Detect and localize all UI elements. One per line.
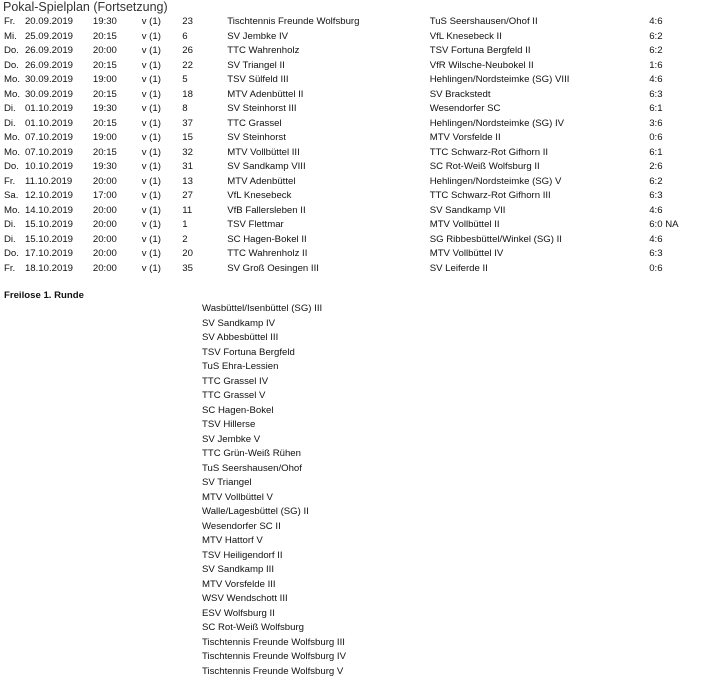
fixture-row [4, 30, 704, 45]
fixture-home-team: TSV Sülfeld III [227, 73, 429, 88]
fixture-time: 19:30 [93, 15, 142, 30]
fixture-round: v (1) [142, 44, 183, 59]
fixture-number: 23 [182, 15, 227, 30]
fixtures-body [4, 15, 704, 276]
fixture-row [4, 131, 704, 146]
fixture-day: Mi. [4, 30, 25, 45]
fixture-round: v (1) [142, 117, 183, 132]
fixture-date: 15.10.2019 [25, 233, 93, 248]
fixture-date: 20.09.2019 [25, 15, 93, 30]
fixture-home-team: SC Hagen-Bokel II [227, 233, 429, 248]
fixture-home-team: TSV Flettmar [227, 218, 429, 233]
fixture-time: 20:00 [93, 218, 142, 233]
fixture-away-team: VfL Knesebeck II [430, 30, 650, 45]
fixture-day: Di. [4, 218, 25, 233]
bye-team: Tischtennis Freunde Wolfsburg V [202, 665, 346, 679]
fixture-date: 14.10.2019 [25, 204, 93, 219]
fixture-number: 27 [182, 189, 227, 204]
fixture-time: 20:15 [93, 59, 142, 74]
fixture-away-team: TSV Fortuna Bergfeld II [430, 44, 650, 59]
fixture-day: Do. [4, 247, 25, 262]
bye-team-list [202, 302, 346, 679]
fixture-score: 6:0 NA [649, 218, 704, 233]
fixture-time: 19:00 [93, 131, 142, 146]
fixture-score: 4:6 [649, 73, 704, 88]
fixture-round: v (1) [142, 262, 183, 277]
fixture-day: Sa. [4, 189, 25, 204]
fixture-time: 17:00 [93, 189, 142, 204]
fixture-number: 26 [182, 44, 227, 59]
bye-team: TTC Grün-Weiß Rühen [202, 447, 346, 462]
page-title: Pokal-Spielplan (Fortsetzung) [3, 0, 168, 14]
fixture-date: 11.10.2019 [25, 175, 93, 190]
fixture-date: 30.09.2019 [25, 88, 93, 103]
fixture-number: 37 [182, 117, 227, 132]
fixture-away-team: VfR Wilsche-Neubokel II [430, 59, 650, 74]
bye-team: TTC Grassel IV [202, 375, 346, 390]
fixture-number: 31 [182, 160, 227, 175]
fixture-home-team: TTC Grassel [227, 117, 429, 132]
fixture-row [4, 146, 704, 161]
fixture-score: 6:3 [649, 247, 704, 262]
bye-team: TTC Grassel V [202, 389, 346, 404]
fixture-round: v (1) [142, 247, 183, 262]
fixture-day: Fr. [4, 15, 25, 30]
fixture-row [4, 175, 704, 190]
fixture-date: 01.10.2019 [25, 117, 93, 132]
fixture-round: v (1) [142, 30, 183, 45]
fixture-number: 20 [182, 247, 227, 262]
fixture-score: 6:2 [649, 175, 704, 190]
fixture-day: Mo. [4, 131, 25, 146]
bye-team: Tischtennis Freunde Wolfsburg IV [202, 650, 346, 665]
fixture-date: 07.10.2019 [25, 131, 93, 146]
fixture-day: Di. [4, 233, 25, 248]
bye-section-title: Freilose 1. Runde [4, 290, 84, 301]
fixture-score: 6:2 [649, 44, 704, 59]
fixture-date: 18.10.2019 [25, 262, 93, 277]
fixture-day: Mo. [4, 73, 25, 88]
fixture-home-team: SV Triangel II [227, 59, 429, 74]
fixture-time: 19:30 [93, 102, 142, 117]
fixture-round: v (1) [142, 175, 183, 190]
fixture-day: Fr. [4, 175, 25, 190]
fixture-date: 26.09.2019 [25, 59, 93, 74]
fixture-row [4, 59, 704, 74]
fixture-date: 10.10.2019 [25, 160, 93, 175]
fixture-row [4, 204, 704, 219]
fixture-time: 20:00 [93, 247, 142, 262]
fixture-home-team: SV Groß Oesingen III [227, 262, 429, 277]
fixture-home-team: SV Sandkamp VIII [227, 160, 429, 175]
fixture-score: 3:6 [649, 117, 704, 132]
fixture-time: 20:00 [93, 204, 142, 219]
bye-team: Walle/Lagesbüttel (SG) II [202, 505, 346, 520]
bye-team: TSV Hillerse [202, 418, 346, 433]
bye-team: ESV Wolfsburg II [202, 607, 346, 622]
fixture-round: v (1) [142, 218, 183, 233]
fixture-home-team: MTV Adenbüttel [227, 175, 429, 190]
fixture-date: 01.10.2019 [25, 102, 93, 117]
bye-team: SV Jembke V [202, 433, 346, 448]
bye-team: Wasbüttel/Isenbüttel (SG) III [202, 302, 346, 317]
fixture-score: 4:6 [649, 233, 704, 248]
fixture-time: 20:15 [93, 117, 142, 132]
fixture-row [4, 117, 704, 132]
fixture-time: 20:00 [93, 44, 142, 59]
fixture-number: 8 [182, 102, 227, 117]
bye-team: SV Sandkamp III [202, 563, 346, 578]
fixture-number: 5 [182, 73, 227, 88]
fixtures-table [4, 15, 704, 276]
fixture-score: 2:6 [649, 160, 704, 175]
fixture-away-team: MTV Vorsfelde II [430, 131, 650, 146]
fixture-date: 17.10.2019 [25, 247, 93, 262]
fixture-home-team: VfB Fallersleben II [227, 204, 429, 219]
fixture-round: v (1) [142, 146, 183, 161]
fixture-away-team: SG Ribbesbüttel/Winkel (SG) II [430, 233, 650, 248]
fixture-home-team: MTV Adenbüttel II [227, 88, 429, 103]
bye-team: TuS Seershausen/Ohof [202, 462, 346, 477]
fixture-time: 20:00 [93, 175, 142, 190]
fixture-home-team: Tischtennis Freunde Wolfsburg [227, 15, 429, 30]
fixture-number: 15 [182, 131, 227, 146]
fixture-day: Do. [4, 160, 25, 175]
fixture-time: 20:15 [93, 30, 142, 45]
fixture-row [4, 44, 704, 59]
fixture-round: v (1) [142, 102, 183, 117]
fixture-number: 35 [182, 262, 227, 277]
fixture-number: 18 [182, 88, 227, 103]
fixture-date: 25.09.2019 [25, 30, 93, 45]
fixture-round: v (1) [142, 204, 183, 219]
fixture-round: v (1) [142, 59, 183, 74]
bye-team: TSV Fortuna Bergfeld [202, 346, 346, 361]
bye-team: MTV Hattorf V [202, 534, 346, 549]
fixture-home-team: TTC Wahrenholz [227, 44, 429, 59]
fixture-score: 0:6 [649, 262, 704, 277]
bye-team: MTV Vorsfelde III [202, 578, 346, 593]
fixture-away-team: TTC Schwarz-Rot Gifhorn III [430, 189, 650, 204]
fixture-number: 22 [182, 59, 227, 74]
fixture-score: 6:1 [649, 102, 704, 117]
fixture-score: 1:6 [649, 59, 704, 74]
fixture-away-team: Hehlingen/Nordsteimke (SG) VIII [430, 73, 650, 88]
fixture-row [4, 262, 704, 277]
fixture-day: Mo. [4, 204, 25, 219]
bye-team: MTV Vollbüttel V [202, 491, 346, 506]
fixture-away-team: MTV Vollbüttel II [430, 218, 650, 233]
fixture-time: 20:15 [93, 146, 142, 161]
fixture-row [4, 247, 704, 262]
fixture-away-team: Hehlingen/Nordsteimke (SG) V [430, 175, 650, 190]
fixture-number: 11 [182, 204, 227, 219]
fixture-row [4, 88, 704, 103]
bye-team: TSV Heiligendorf II [202, 549, 346, 564]
fixture-time: 19:00 [93, 73, 142, 88]
fixture-row [4, 189, 704, 204]
fixture-away-team: SV Brackstedt [430, 88, 650, 103]
fixture-away-team: TuS Seershausen/Ohof II [430, 15, 650, 30]
fixture-home-team: SV Steinhorst III [227, 102, 429, 117]
fixture-away-team: SV Leiferde II [430, 262, 650, 277]
fixture-time: 19:30 [93, 160, 142, 175]
fixture-score: 4:6 [649, 204, 704, 219]
fixture-score: 0:6 [649, 131, 704, 146]
bye-team: WSV Wendschott III [202, 592, 346, 607]
bye-team: SV Triangel [202, 476, 346, 491]
fixture-away-team: TTC Schwarz-Rot Gifhorn II [430, 146, 650, 161]
fixture-date: 12.10.2019 [25, 189, 93, 204]
fixture-row [4, 160, 704, 175]
fixture-away-team: Hehlingen/Nordsteimke (SG) IV [430, 117, 650, 132]
fixture-day: Fr. [4, 262, 25, 277]
fixture-row [4, 102, 704, 117]
fixture-number: 6 [182, 30, 227, 45]
fixture-away-team: SC Rot-Weiß Wolfsburg II [430, 160, 650, 175]
bye-team: Wesendorfer SC II [202, 520, 346, 535]
fixture-day: Di. [4, 117, 25, 132]
fixture-day: Mo. [4, 146, 25, 161]
fixture-home-team: VfL Knesebeck [227, 189, 429, 204]
fixture-row [4, 15, 704, 30]
fixture-day: Mo. [4, 88, 25, 103]
bye-team: SV Sandkamp IV [202, 317, 346, 332]
fixture-home-team: MTV Vollbüttel III [227, 146, 429, 161]
fixture-round: v (1) [142, 15, 183, 30]
fixture-time: 20:00 [93, 233, 142, 248]
fixture-date: 26.09.2019 [25, 44, 93, 59]
fixture-home-team: SV Jembke IV [227, 30, 429, 45]
fixture-day: Do. [4, 44, 25, 59]
bye-team: SV Abbesbüttel III [202, 331, 346, 346]
fixture-score: 4:6 [649, 15, 704, 30]
fixture-score: 6:1 [649, 146, 704, 161]
fixture-away-team: MTV Vollbüttel IV [430, 247, 650, 262]
fixture-round: v (1) [142, 73, 183, 88]
fixture-score: 6:3 [649, 189, 704, 204]
fixture-score: 6:3 [649, 88, 704, 103]
fixture-day: Di. [4, 102, 25, 117]
fixture-round: v (1) [142, 88, 183, 103]
fixture-number: 1 [182, 218, 227, 233]
fixture-date: 07.10.2019 [25, 146, 93, 161]
fixture-round: v (1) [142, 189, 183, 204]
fixture-number: 13 [182, 175, 227, 190]
fixture-day: Do. [4, 59, 25, 74]
fixture-number: 32 [182, 146, 227, 161]
fixture-score: 6:2 [649, 30, 704, 45]
fixture-round: v (1) [142, 233, 183, 248]
fixture-date: 15.10.2019 [25, 218, 93, 233]
fixture-round: v (1) [142, 131, 183, 146]
bye-team: SC Hagen-Bokel [202, 404, 346, 419]
fixture-time: 20:15 [93, 88, 142, 103]
fixture-time: 20:00 [93, 262, 142, 277]
bye-team: SC Rot-Weiß Wolfsburg [202, 621, 346, 636]
fixture-row [4, 218, 704, 233]
fixture-row [4, 73, 704, 88]
fixture-home-team: SV Steinhorst [227, 131, 429, 146]
bye-team: TuS Ehra-Lessien [202, 360, 346, 375]
fixture-row [4, 233, 704, 248]
fixture-away-team: SV Sandkamp VII [430, 204, 650, 219]
fixture-number: 2 [182, 233, 227, 248]
bye-team: Tischtennis Freunde Wolfsburg III [202, 636, 346, 651]
fixture-round: v (1) [142, 160, 183, 175]
fixture-home-team: TTC Wahrenholz II [227, 247, 429, 262]
fixture-away-team: Wesendorfer SC [430, 102, 650, 117]
fixture-date: 30.09.2019 [25, 73, 93, 88]
